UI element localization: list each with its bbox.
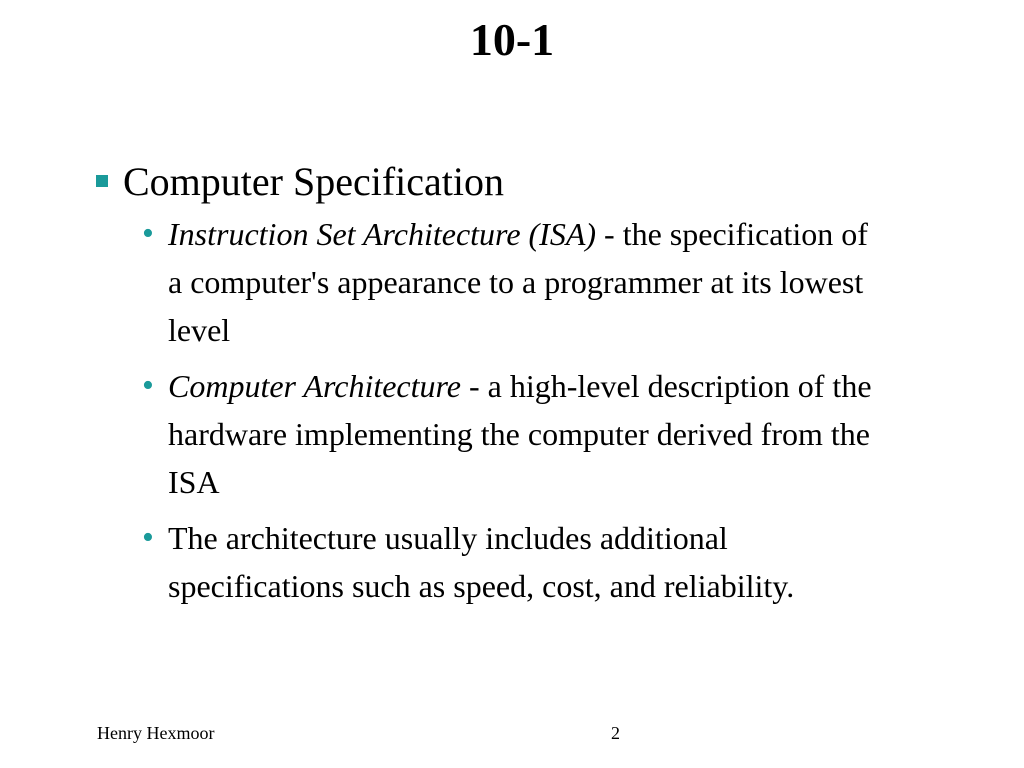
sub-bullet-text (168, 514, 888, 610)
sub-bullet-item-architecture-specs (142, 514, 956, 610)
term-isa: Instruction Set Architecture (ISA) (168, 216, 597, 252)
sub-bullet-text (168, 210, 888, 354)
definition-architecture-specs: The architecture usually includes additional specifications such as speed, cost, and reliability. (168, 520, 795, 604)
sub-bullet-item-computer-architecture (142, 362, 956, 506)
sub-bullet-list (142, 210, 956, 610)
dot-bullet-icon: • (142, 215, 154, 252)
bullet-item-computer-specification (96, 158, 956, 206)
footer-author: Henry Hexmoor (97, 723, 215, 743)
footer-page-number: 2 (611, 723, 620, 743)
bullet-list (96, 158, 956, 618)
dot-bullet-icon: • (142, 367, 154, 404)
bullet-text: Computer Specification (123, 159, 505, 204)
definition-computer-architecture: - a high-level description of the hardware implementing the computer derived from the ISA (168, 368, 872, 500)
dot-bullet-icon: • (142, 519, 154, 556)
term-computer-architecture: Computer Architecture (168, 368, 461, 404)
sub-bullet-text (168, 362, 888, 506)
slide-title: 10-1 (469, 14, 555, 65)
sub-bullet-item-isa (142, 210, 956, 354)
square-bullet-icon (96, 175, 108, 187)
definition-isa: - the specification of a computer's appearance to a programmer at its lowest level (168, 216, 868, 348)
